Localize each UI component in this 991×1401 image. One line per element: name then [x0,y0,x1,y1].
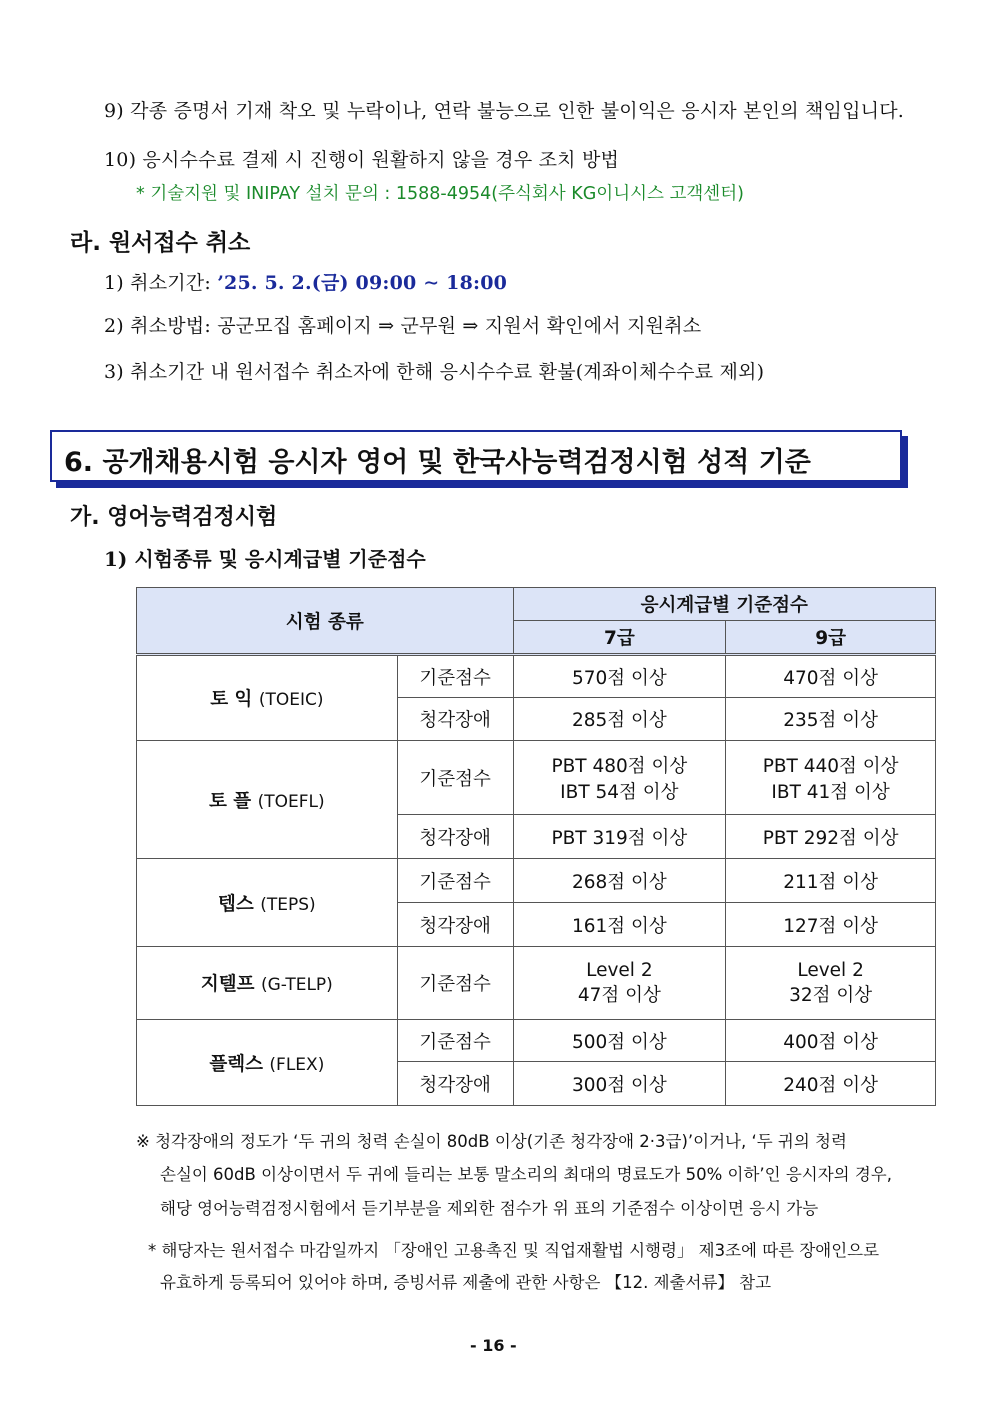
score-9: 470점 이상 [726,655,936,698]
score-9: 127점 이상 [726,903,936,947]
section-6-title: 6. 공개채용시험 응시자 영어 및 한국사능력검정시험 성적 기준 [64,447,811,478]
score-type: 청각장애 [397,1062,513,1106]
cancel-period-label: 1) 취소기간: [104,272,218,294]
score-7: 300점 이상 [513,1062,726,1106]
score-7: 570점 이상 [513,655,726,698]
score-7: 285점 이상 [513,698,726,741]
table-row [137,859,936,903]
exam-toefl: 토 플 (TOEFL) [137,741,398,859]
score-type: 기준점수 [397,1020,513,1062]
score-7: PBT 319점 이상 [513,815,726,859]
score-type: 청각장애 [397,903,513,947]
score-type: 기준점수 [397,655,513,698]
score-type: 기준점수 [397,859,513,903]
item-10: 10) 응시수수료 결제 시 진행이 원활하지 않을 경우 조치 방법 [104,149,620,171]
head-9: 9급 [726,621,936,655]
page-number: - 16 - [470,1336,517,1355]
score-table [136,587,936,1106]
cancel-refund: 3) 취소기간 내 원서접수 취소자에 한해 응시수수료 환불(계좌이체수수료 제외) [104,361,765,383]
head-grade: 응시계급별 기준점수 [513,588,936,621]
table-row [137,741,936,815]
table-row [137,947,936,1020]
item-9: 9) 각종 증명서 기재 착오 및 누락이나, 연락 불능으로 인한 불이익은 응시자 본인의 책임입니다. [104,100,904,122]
cancel-period-value: ’25. 5. 2.(금) 09:00 ∼ 18:00 [217,272,508,294]
exam-gtelp: 지텔프 (G-TELP) [137,947,398,1020]
score-9: 400점 이상 [726,1020,936,1062]
score-9: PBT 440점 이상 IBT 41점 이상 [726,741,936,815]
cancel-method: 2) 취소방법: 공군모집 홈페이지 ⇒ 군무원 ⇒ 지원서 확인에서 지원취소 [104,315,702,337]
table-row [137,1020,936,1062]
section-ga-subtitle: 1) 시험종류 및 응시계급별 기준점수 [104,547,426,571]
cancel-period [104,268,507,295]
score-9: 211점 이상 [726,859,936,903]
score-9: Level 2 32점 이상 [726,947,936,1020]
note-2-line-1: * 해당자는 원서접수 마감일까지 「장애인 고용촉진 및 직업재활법 시행령」 제3조에 따른 장애인으로 [148,1241,880,1260]
score-9: PBT 292점 이상 [726,815,936,859]
score-7: 161점 이상 [513,903,726,947]
score-type: 기준점수 [397,741,513,815]
exam-flex: 플렉스 (FLEX) [137,1020,398,1106]
item-10-note: * 기술지원 및 INIPAY 설치 문의 : 1588-4954(주식회사 KG이니시스 고객센터) [136,184,744,204]
section-ga-title: 가. 영어능력검정시험 [70,505,278,530]
score-7: 500점 이상 [513,1020,726,1062]
section-ra-title: 라. 원서접수 취소 [70,230,251,256]
score-type: 기준점수 [397,947,513,1020]
head-exam: 시험 종류 [137,588,514,655]
score-type: 청각장애 [397,698,513,741]
score-9: 235점 이상 [726,698,936,741]
score-type: 청각장애 [397,815,513,859]
note-1-line-3: 해당 영어능력검정시험에서 듣기부분을 제외한 점수가 위 표의 기준점수 이상이면 응시 가능 [160,1199,819,1218]
table-row [137,655,936,698]
exam-teps: 텝스 (TEPS) [137,859,398,947]
exam-toeic: 토 익 (TOEIC) [137,655,398,741]
note-2-line-2: 유효하게 등록되어 있어야 하며, 증빙서류 제출에 관한 사항은 【12. 제출서류】 참고 [160,1273,772,1292]
section-6-banner [50,430,902,482]
head-7: 7급 [513,621,726,655]
note-1-line-1: ※ 청각장애의 정도가 ‘두 귀의 청력 손실이 80dB 이상(기존 청각장애 2·3급)’이거나, ‘두 귀의 청력 [136,1132,847,1151]
score-9: 240점 이상 [726,1062,936,1106]
score-7: Level 2 47점 이상 [513,947,726,1020]
score-7: PBT 480점 이상 IBT 54점 이상 [513,741,726,815]
note-1-line-2: 손실이 60dB 이상이면서 두 귀에 들리는 보통 말소리의 최대의 명료도가 50% 이하’인 응시자의 경우, [160,1165,892,1184]
score-7: 268점 이상 [513,859,726,903]
